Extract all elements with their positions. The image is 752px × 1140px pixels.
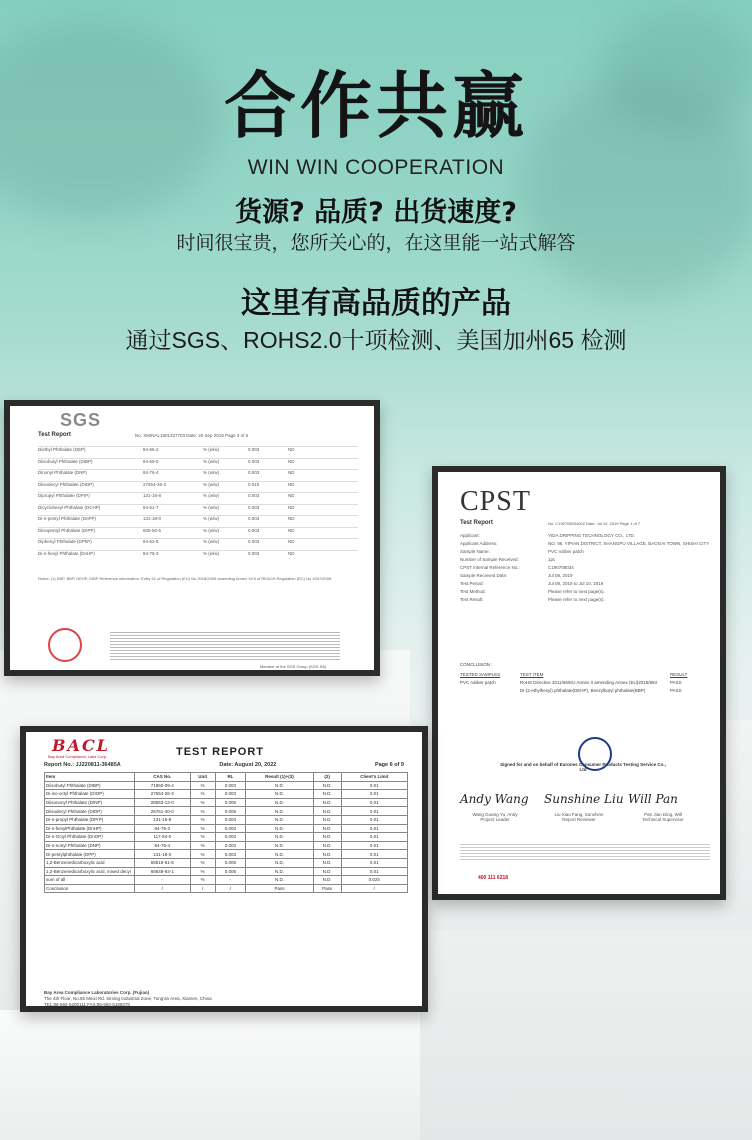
table-cell: N.D. — [313, 867, 341, 876]
info-text: Sample Name: — [460, 549, 490, 554]
table-cell: % — [190, 781, 215, 790]
info-line — [460, 596, 710, 604]
table-cell: N.D. — [246, 876, 314, 885]
signer-name: Pan Jian Ding, Will — [644, 812, 682, 817]
table-cell: Di-n-Octyl Phthalate (DnOP) — [45, 833, 135, 842]
signer-role: Project Leader — [480, 817, 510, 822]
table-row — [38, 527, 358, 539]
table-row — [45, 876, 408, 885]
table-cell: N.D. — [313, 841, 341, 850]
table-cell: / — [341, 884, 407, 893]
table-cell: % — [190, 867, 215, 876]
table-cell: % (w/w) — [203, 516, 219, 521]
table-cell: N.D. — [313, 790, 341, 799]
table-cell: N.D. — [313, 781, 341, 790]
signature: Will Pan — [628, 792, 678, 806]
table-cell: N.D. — [313, 815, 341, 824]
table-cell: 0.003 — [248, 550, 260, 556]
table-cell: % (w/w) — [203, 447, 219, 452]
table-cell: % — [190, 841, 215, 850]
table-cell: N.D. — [313, 876, 341, 885]
column-header: CAS No. — [135, 773, 191, 782]
table-cell: / — [190, 884, 215, 893]
sub-line: 时间很宝贵，您所关心的，在这里能一站式解答 — [176, 232, 576, 254]
info-line — [460, 540, 710, 548]
table-cell: 1,2-Benzenedicarboxylic acid, mixed decyl — [45, 867, 135, 876]
table-cell: 131-16-8 — [135, 815, 191, 824]
table-cell: ND — [288, 550, 295, 556]
bacl-report-no: Report No.: JJ220811-36485A — [44, 762, 121, 768]
table-cell: 0.005 — [215, 867, 245, 876]
table-cell: Dicyclohexyl Phthalate (DCHP) — [38, 504, 101, 510]
table-cell: 0.003 — [248, 516, 260, 521]
info-line — [460, 564, 710, 572]
signer-role: Technical Supervisor — [642, 817, 684, 822]
info-text: Please refer to next page(s). — [548, 589, 605, 594]
cpst-paper — [438, 472, 720, 894]
table-cell: Dinonyl Phthalate (DNP) — [38, 470, 88, 475]
table-cell: 84-75-3 — [135, 824, 191, 833]
signer-name: Liu Xiao Fang, Sunshine — [554, 812, 604, 817]
table-cell: 0.005 — [215, 798, 245, 807]
table-cell: % (w/w) — [203, 527, 219, 533]
table-cell: PVC rubber patch — [460, 680, 496, 685]
table-cell: - — [215, 876, 245, 885]
table-cell: 84-76-4 — [143, 470, 159, 475]
signer-label — [544, 812, 614, 822]
table-cell: 0.005 — [215, 858, 245, 867]
table-cell: 0.01 — [341, 867, 407, 876]
table-cell: 605-50-5 — [143, 527, 162, 533]
info-text: Applicant Address: — [460, 541, 498, 546]
bacl-footer-contact: TEL:86-592-5200111 FAX:86-592-5188378 — [44, 1002, 130, 1006]
table-cell: ND — [288, 527, 295, 533]
table-cell: Diisobutyl Phthalate (DIBP) — [45, 781, 135, 790]
table-cell: 0.005 — [215, 807, 245, 816]
table-cell: 0.01 — [341, 858, 407, 867]
table-cell — [460, 687, 520, 695]
sgs-stamp — [48, 628, 82, 662]
table-cell: N.D. — [313, 807, 341, 816]
table-cell: % (w/w) — [203, 458, 219, 464]
question-line: 货源? 品质? 出货速度? — [235, 197, 517, 228]
table-cell: 0.003 — [248, 447, 260, 452]
table-cell: 0.003 — [215, 790, 245, 799]
table-row — [38, 458, 358, 470]
table-cell: Di-n-nonyl Phthalate (DNP) — [45, 841, 135, 850]
table-row — [45, 824, 408, 833]
table-cell: 0.01 — [341, 824, 407, 833]
table-cell: 117-84-0 — [135, 833, 191, 842]
sgs-notes: Notes: (1) DBP, BBP, DEHP, DIBP Reference information: Entry 51 of Regulation (EU) No 2018/2005 amending Annex XVII of REACH Regulation (EC) No 1907/2006. — [38, 576, 333, 581]
page-title: 合作共赢 — [223, 64, 528, 148]
pedestal-front — [0, 1010, 460, 1140]
table-row — [38, 515, 358, 527]
info-text: NO. 96, YIPIAN DISTRICT, SHANGPU VILLAGE, BAOGAI TOWN, SHISHI CITY — [548, 541, 710, 546]
table-cell: 71850-09-4 — [135, 781, 191, 790]
table-cell: TESTED SAMPLES — [460, 672, 501, 677]
table-cell: N.D. — [246, 824, 314, 833]
cpst-report-heading: Test Report — [460, 520, 493, 526]
table-cell: % — [190, 798, 215, 807]
sgs-footer: Member of the SGS Group (SGS SA) — [260, 664, 327, 669]
bacl-tagline: Bay Area Compliance Labs Corp. — [48, 754, 108, 759]
table-cell: 0.010 — [248, 481, 260, 487]
cpst-certificate — [432, 466, 726, 900]
table-cell: 0.01 — [341, 807, 407, 816]
table-row — [38, 446, 358, 458]
info-text: Applicant: — [460, 533, 480, 538]
table-cell: 68648-93-1 — [135, 867, 191, 876]
table-cell: % — [190, 824, 215, 833]
table-cell: 68515-51-5 — [135, 858, 191, 867]
table-cell: N.D. — [246, 841, 314, 850]
table-cell: Pass — [313, 884, 341, 893]
table-cell: 0.003 — [215, 850, 245, 859]
table-cell: % — [190, 876, 215, 885]
table-cell: 0.01 — [341, 815, 407, 824]
column-header: Client's Limit — [341, 773, 407, 782]
cpst-report-meta: No. C190708034002 Date: Jul 10, 2019 Page 1 of 7 — [548, 521, 641, 526]
table-header-row — [45, 773, 408, 782]
table-cell: Di-iso-octyl Phthalate (DIOP) — [45, 790, 135, 799]
table-cell: % (w/w) — [203, 550, 219, 556]
info-line — [460, 556, 710, 564]
table-cell: PASS — [670, 688, 682, 693]
table-cell: 0.01 — [341, 790, 407, 799]
table-cell: ND — [288, 504, 295, 510]
table-cell: 0.003 — [248, 539, 260, 544]
info-text: C190708034 — [548, 565, 574, 570]
table-cell: 0.01 — [341, 781, 407, 790]
table-cell: 0.003 — [248, 493, 260, 498]
table-cell: Diisopentyl Phthalate (DIPP) — [38, 527, 96, 533]
table-cell: N.D. — [246, 790, 314, 799]
table-row — [45, 841, 408, 850]
table-cell: % (w/w) — [203, 470, 219, 475]
bacl-footer — [44, 990, 212, 1006]
table-cell: 0.003 — [248, 458, 260, 464]
table-row — [460, 687, 706, 695]
table-cell: Di-n-hexylPhthalate (DnHP) — [45, 824, 135, 833]
table-cell: N.D. — [246, 798, 314, 807]
table-cell: N.D. — [246, 850, 314, 859]
table-cell: N.D. — [313, 798, 341, 807]
table-row — [38, 538, 358, 550]
pedestal-ground — [420, 930, 752, 1140]
table-cell: TEST ITEM — [520, 672, 544, 677]
table-cell: % (w/w) — [203, 504, 219, 510]
table-cell: N.D. — [313, 858, 341, 867]
info-text: YIDA DRIPPING TECHNOLOGY CO., LTD. — [548, 533, 636, 538]
table-cell: / — [135, 884, 191, 893]
table-row — [45, 798, 408, 807]
bacl-paper — [26, 732, 422, 1006]
table-cell: 0.003 — [248, 504, 260, 510]
cpst-phone: 400 111 6218 — [478, 875, 509, 881]
table-cell: 0.003 — [215, 815, 245, 824]
bacl-footer-company: Bay Area Compliance Laboratories Corp. (Fujian) — [44, 990, 150, 995]
table-cell: ND — [288, 493, 295, 498]
table-row — [38, 492, 358, 504]
table-cell: 1,2-Benzenedicarboxylic acid — [45, 858, 135, 867]
table-cell: N.D. — [246, 858, 314, 867]
table-cell: N.D. — [313, 824, 341, 833]
table-cell: % (w/w) — [203, 481, 219, 487]
table-row — [45, 790, 408, 799]
table-cell: Di-pentylphthalate (DPP) — [45, 850, 135, 859]
info-text: Number of Sample Received: — [460, 557, 519, 562]
table-row — [45, 807, 408, 816]
table-cell: 0.003 — [215, 833, 245, 842]
table-cell: N.D. — [313, 833, 341, 842]
table-cell: ND — [288, 516, 295, 521]
table-row — [38, 504, 358, 516]
table-cell: 84-75-3 — [143, 550, 159, 556]
table-cell: % (w/w) — [203, 539, 219, 544]
table-cell: 84-61-7 — [143, 504, 159, 510]
table-cell: ND — [288, 470, 295, 475]
sgs-report-meta: No. XMINAL1901327703 Date: 20 Sep 2019 Page 3 of 6 — [135, 433, 249, 438]
table-cell: 84-66-2 — [143, 447, 159, 452]
info-line — [460, 532, 710, 540]
table-cell: 26761-40-0 — [135, 807, 191, 816]
bacl-footer-address: The 4th Floor, No.65 Meixi Rd. Siming Industrial Zone, Tong'an Area, Xiamen, China — [44, 996, 212, 1001]
info-text: PVC rubber patch — [548, 549, 584, 554]
table-cell: 0.01 — [341, 841, 407, 850]
table-row — [45, 858, 408, 867]
table-row — [38, 481, 358, 493]
info-text: CPST Internal Reference No.: — [460, 565, 520, 570]
table-row — [45, 781, 408, 790]
table-cell: % — [190, 833, 215, 842]
signer-role: Report Reviewer — [562, 817, 596, 822]
table-cell: Dipropyl Phthalate (DPrP) — [38, 493, 90, 498]
column-header: (2) — [313, 773, 341, 782]
page-subtitle-en: WIN WIN COOPERATION — [247, 156, 505, 179]
cpst-conclusion-table — [460, 662, 706, 695]
info-text: Please refer to next page(s). — [548, 597, 605, 602]
bacl-report-title: TEST REPORT — [176, 746, 265, 758]
table-cell: 84-76-4 — [135, 841, 191, 850]
table-cell: - — [135, 876, 191, 885]
info-line — [460, 588, 710, 596]
table-cell: 0.025 — [341, 876, 407, 885]
sgs-certificate — [4, 400, 380, 676]
table-cell: Diisononyl Phthalate (DINP) — [45, 798, 135, 807]
table-cell: Diisodecyl Phthalate (DIDP) — [38, 481, 94, 487]
table-cell: N.D. — [246, 781, 314, 790]
cpst-logo: CPST — [460, 486, 531, 517]
table-row — [38, 550, 358, 562]
table-row — [460, 679, 706, 687]
sgs-fine-print — [110, 632, 340, 660]
signer-label — [460, 812, 530, 822]
table-cell: % — [190, 790, 215, 799]
info-text: Test Method: — [460, 589, 486, 594]
table-cell: Diethyl Phthalate (DEP) — [38, 447, 86, 452]
table-cell: 84-69-5 — [143, 458, 159, 464]
table-cell: % (w/w) — [203, 493, 219, 498]
table-cell: 84-62-8 — [143, 539, 159, 544]
tests-line: 通过SGS、ROHS2.0十项检测、美国加州65 检测 — [125, 327, 627, 353]
table-cell: 27554-26-3 — [135, 790, 191, 799]
table-cell: Pass — [246, 884, 314, 893]
conclusion-label: CONCLUSION : — [460, 662, 493, 667]
cpst-signed-for: Signed for and on behalf of Eurones Consumer Products Testing Service Co., Ltd — [500, 762, 666, 772]
bacl-result-table — [44, 772, 408, 893]
table-cell: / — [215, 884, 245, 893]
sgs-logo: SGS — [60, 410, 102, 430]
table-cell: N.D. — [246, 833, 314, 842]
cpst-fine-print — [460, 844, 710, 862]
table-cell: 0.003 — [248, 470, 260, 475]
table-cell: Di-n-propyl Phthalate (DPrP) — [45, 815, 135, 824]
table-cell: PASS — [670, 680, 682, 685]
table-cell: % — [190, 858, 215, 867]
table-cell: 0.01 — [341, 850, 407, 859]
info-text: Jul 08, 2019 to Jul 10, 2019 — [548, 581, 604, 586]
column-header: Item — [45, 773, 135, 782]
table-cell: Conclusion — [45, 884, 135, 893]
table-cell: Diphenyl Phthalate (DPhP) — [38, 539, 92, 544]
table-cell: Di-n-pentyl Phthalate (DnPP) — [38, 516, 97, 521]
table-cell: 0.01 — [341, 798, 407, 807]
table-cell: 131-18-0 — [135, 850, 191, 859]
signer-name: Wang Guang Yu, Andy — [472, 812, 518, 817]
sgs-result-table — [38, 446, 358, 561]
table-cell: ND — [288, 447, 295, 452]
info-text: 1pc — [548, 557, 556, 562]
table-row — [45, 815, 408, 824]
table-cell: 131-18-0 — [143, 516, 162, 521]
table-cell: % — [190, 850, 215, 859]
table-cell: % — [190, 807, 215, 816]
table-row — [45, 833, 408, 842]
table-cell: 131-16-8 — [143, 493, 162, 498]
signature: Sunshine Liu — [544, 792, 624, 806]
bacl-report-meta — [44, 762, 404, 768]
info-text: Test Period: — [460, 581, 484, 586]
table-cell: % — [190, 815, 215, 824]
sgs-report-heading: Test Report — [38, 432, 71, 438]
info-line — [460, 572, 710, 580]
table-cell: RESULT — [670, 672, 688, 677]
table-cell: sum of all — [45, 876, 135, 885]
table-row — [45, 867, 408, 876]
column-header: Result (1)+(3) — [246, 773, 314, 782]
table-cell: N.D. — [246, 807, 314, 816]
table-cell: 0.01 — [341, 833, 407, 842]
bacl-certificate — [20, 726, 428, 1012]
quality-heading: 这里有高品质的产品 — [241, 286, 511, 321]
info-text: Jul 08, 2019 — [548, 573, 573, 578]
cpst-info-lines — [460, 532, 710, 604]
table-cell: Diisodecyl Phthalate (DIDP) — [45, 807, 135, 816]
table-cell: N.D. — [246, 815, 314, 824]
table-cell: 28553-12-0 — [135, 798, 191, 807]
info-line — [460, 580, 710, 588]
table-cell: Di-(2-ethylhexyl) phthalate(DEHP), Benzylbutyl phthalate(BBP) — [520, 688, 646, 693]
column-header: Unit — [190, 773, 215, 782]
table-cell: 27554-26-3 — [143, 481, 167, 487]
table-row — [45, 850, 408, 859]
bacl-page: Page 6 of 9 — [374, 762, 404, 768]
table-cell: ND — [288, 539, 295, 544]
signature: Andy Wang — [460, 792, 529, 806]
table-cell: N.D. — [246, 867, 314, 876]
info-text: Test Result: — [460, 597, 484, 602]
info-line — [460, 548, 710, 556]
table-cell: ND — [288, 481, 295, 487]
sgs-paper — [10, 406, 374, 670]
table-row — [460, 671, 706, 679]
column-header: RL — [215, 773, 245, 782]
table-cell: Di-n-hexyl Phthalate (DnHP) — [38, 550, 95, 556]
table-cell: RoHS Directive 2011/65/EU Annex II amending Annex (EU)2015/863 — [520, 680, 657, 685]
table-cell: 0.003 — [248, 527, 260, 533]
table-cell: 0.003 — [215, 824, 245, 833]
table-row — [38, 469, 358, 481]
table-cell: ND — [288, 458, 295, 464]
table-cell: N.D. — [313, 850, 341, 859]
bacl-date: Date: August 20, 2022 — [219, 762, 277, 768]
table-cell: 0.003 — [215, 781, 245, 790]
table-cell: 0.003 — [215, 841, 245, 850]
info-text: Sample Received Date: — [460, 573, 508, 578]
table-cell: Diisobutyl Phthalate (DIBP) — [38, 458, 93, 464]
signer-label — [628, 812, 698, 822]
table-row — [45, 884, 408, 893]
bacl-logo: BACL — [52, 736, 110, 755]
